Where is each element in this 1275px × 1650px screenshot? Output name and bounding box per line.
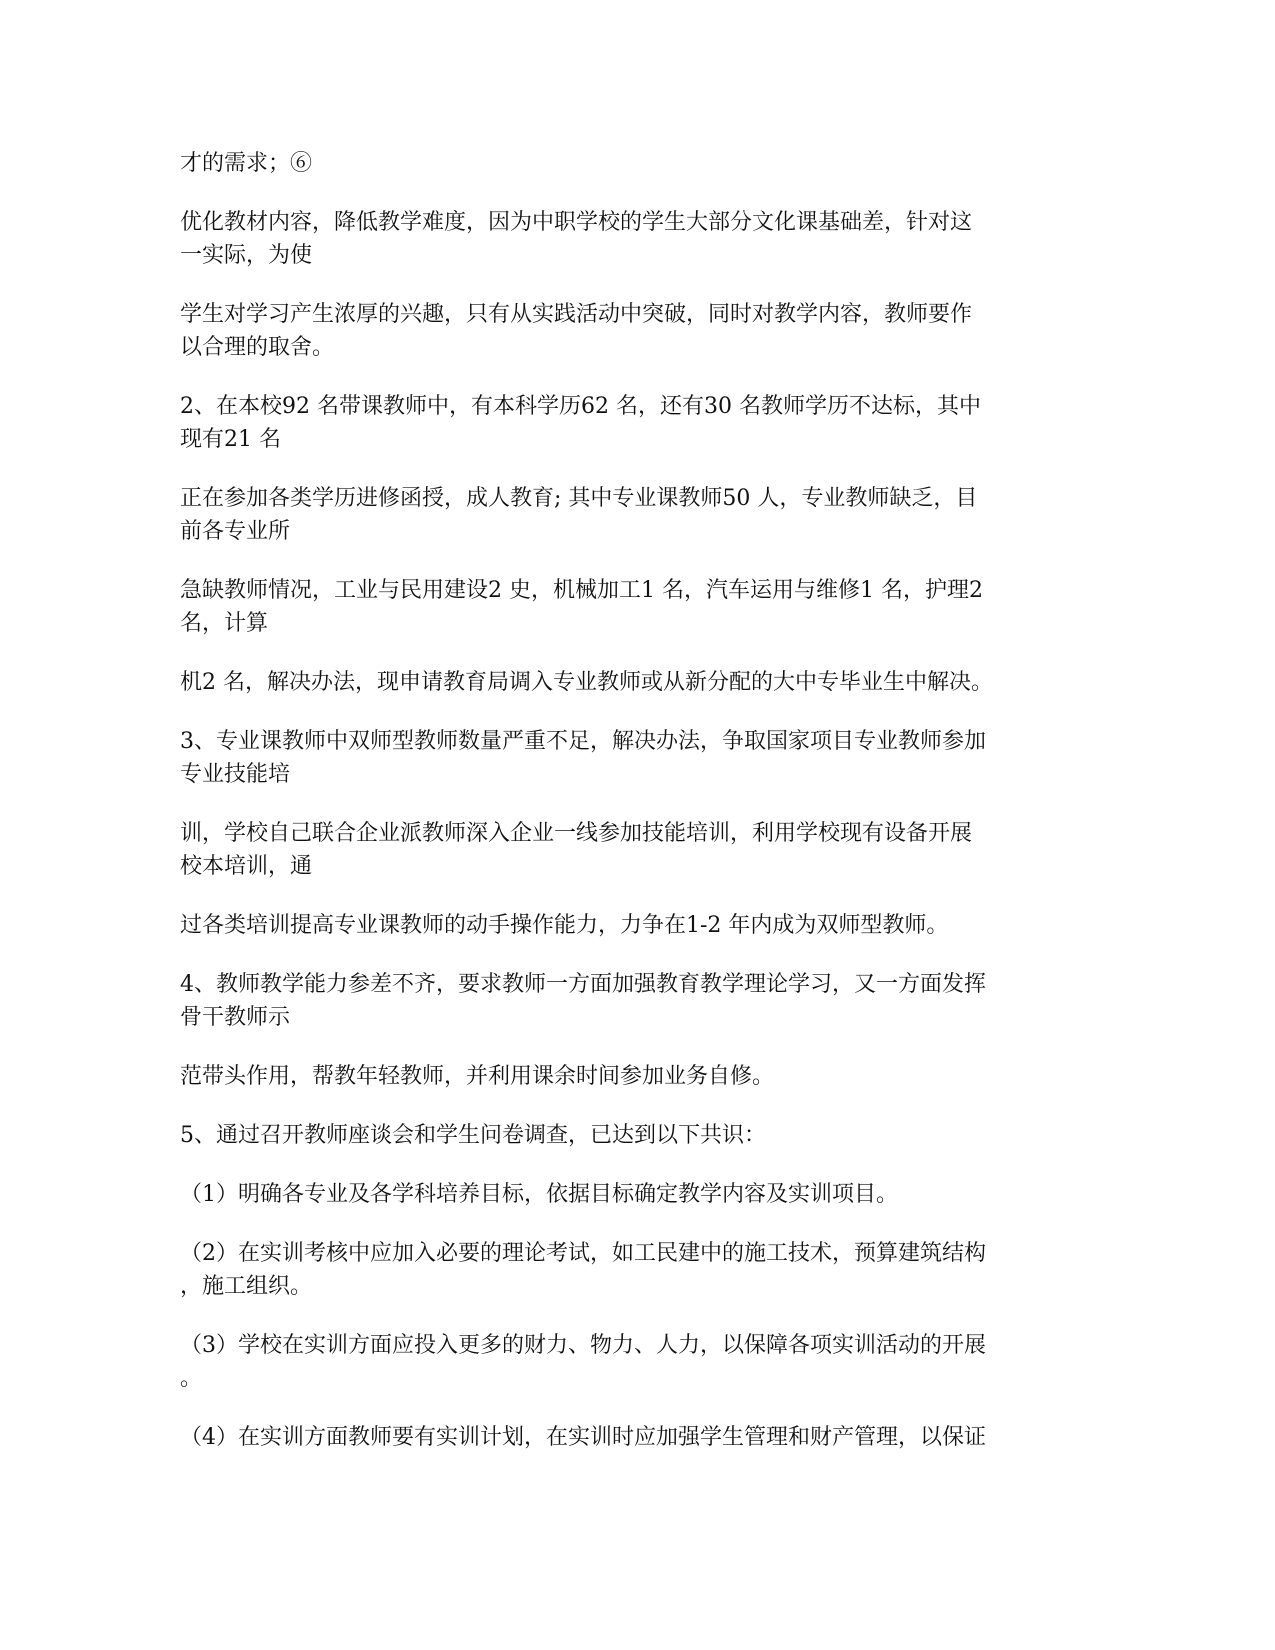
paragraph-3 [180, 298, 1060, 364]
paragraph-16 [180, 1329, 1060, 1395]
paragraph-line: 急缺教师情况，工业与民用建设2 史，机械加工1 名，汽车运用与维修1 名，护理2 [180, 578, 983, 603]
paragraph-line: 训，学校自己联合企业派教师深入企业一线参加技能培训，利用学校现有设备开展 [180, 821, 973, 846]
paragraph-line: （1）明确各专业及各学科培养目标，依据目标确定教学内容及实训项目。 [180, 1182, 898, 1207]
paragraph-line: 5、通过召开教师座谈会和学生问卷调查，已达到以下共识： [180, 1123, 766, 1148]
paragraph-line: 机2 名，解决办法，现申请教育局调入专业教师或从新分配的大中专毕业生中解决。 [180, 670, 993, 695]
paragraph-9 [180, 817, 1060, 883]
paragraph-line: 名，计算 [180, 611, 269, 636]
paragraph-line: 一实际，为使 [180, 243, 313, 268]
paragraph-1 [180, 147, 1060, 180]
paragraph-15 [180, 1237, 1060, 1303]
paragraph-line: （3）学校在实训方面应投入更多的财力、物力、人力，以保障各项实训活动的开展 [180, 1333, 986, 1358]
paragraph-line: 才的需求；⑥ [180, 151, 313, 176]
paragraph-line: 骨干教师示 [180, 1005, 291, 1030]
paragraph-line: 4、教师教学能力参差不齐，要求教师一方面加强教育教学理论学习，又一方面发挥 [180, 972, 986, 997]
paragraph-line: 学生对学习产生浓厚的兴趣，只有从实践活动中突破，同时对教学内容，教师要作 [180, 302, 973, 327]
paragraph-line: 以合理的取舍。 [180, 335, 335, 360]
paragraph-line: 专业技能培 [180, 762, 291, 787]
paragraph-6 [180, 574, 1060, 640]
paragraph-line: 范带头作用，帮教年轻教师，并利用课余时间参加业务自修。 [180, 1064, 775, 1089]
paragraph-4 [180, 390, 1060, 456]
document-page [180, 147, 1060, 1480]
paragraph-line: 过各类培训提高专业课教师的动手操作能力，力争在1-2 年内成为双师型教师。 [180, 913, 949, 938]
paragraph-line: 。 [180, 1366, 203, 1391]
paragraph-line: 前各专业所 [180, 519, 291, 544]
paragraph-17 [180, 1421, 1060, 1454]
paragraph-8 [180, 725, 1060, 791]
paragraph-12 [180, 1060, 1060, 1093]
paragraph-14 [180, 1178, 1060, 1211]
paragraph-line: （4）在实训方面教师要有实训计划，在实训时应加强学生管理和财产管理，以保证 [180, 1425, 986, 1450]
paragraph-5 [180, 482, 1060, 548]
paragraph-11 [180, 968, 1060, 1034]
paragraph-line: 2、在本校92 名带课教师中，有本科学历62 名，还有30 名教师学历不达标，其中 [180, 394, 981, 419]
paragraph-line: 现有21 名 [180, 427, 281, 452]
paragraph-line: 正在参加各类学历进修函授，成人教育; 其中专业课教师50 人，专业教师缺乏，目 [180, 486, 978, 511]
paragraph-2 [180, 206, 1060, 272]
paragraph-line: 优化教材内容，降低教学难度，因为中职学校的学生大部分文化课基础差，针对这 [180, 210, 973, 235]
paragraph-10 [180, 909, 1060, 942]
paragraph-line: 校本培训，通 [180, 854, 313, 879]
paragraph-line: ，施工组织。 [180, 1274, 313, 1299]
paragraph-7 [180, 666, 1060, 699]
paragraph-line: （2）在实训考核中应加入必要的理论考试，如工民建中的施工技术，预算建筑结构 [180, 1241, 986, 1266]
paragraph-line: 3、专业课教师中双师型教师数量严重不足，解决办法，争取国家项目专业教师参加 [180, 729, 986, 754]
paragraph-13 [180, 1119, 1060, 1152]
